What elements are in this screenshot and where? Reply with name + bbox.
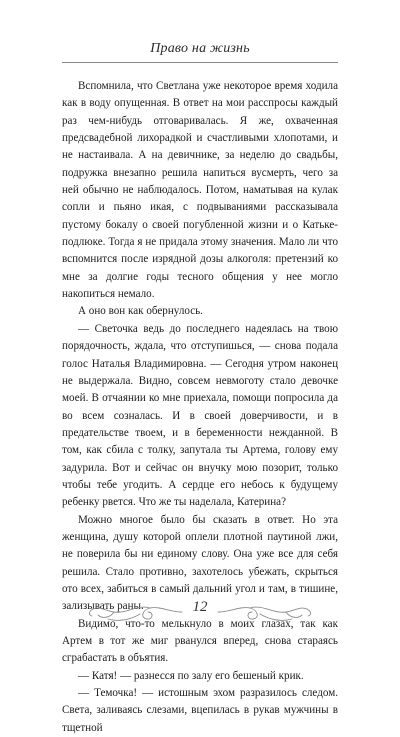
body-text [62,78,338,737]
paragraph: Вспомнила, что Светлана уже некоторое время ходила как в воду опущенная. В ответ на мои расспросы каждый раз чем-нибудь отговаривалась. Я же, охваченная предсвадебной лихорадкой и счастливыми хлопотами, и не настаивала. А на девичнике, за неделю до свадьбы, подружка внезапно решила напиться вусмерть, чего за ней обычно не наблюдалось. Потом, наматывая на кулак сопли и пьяно икая, с подвываниями рассказывала пустому бокалу о своей погубленной жизни и о Катьке-подлюке. Тогда я не придала этому значения. Мало ли что вспомнится после изрядной дозы алкоголя: претензий ко мне за долгие годы тесного общения у нее могло накопиться немало. [62,80,338,301]
paragraph: — Светочка ведь до последнего надеялась на твою порядочность, ждала, что отступишься, — снова подала голос Наталья Владимировна. — Сегодня утром наконец не выдержала. Видно, совсем невмоготу стало девочке моей. В отчаянии ко мне приехала, помощи попросила да во всем созналась. И в своей доверчивости, и в предательстве твоем, и в беременности нежданной. В том, как сбила с толку, запутала ты Артема, голову ему задурила. Вот и сейчас он внучку мою позорит, только чтобы тебе угодить. А сердце его небось к будущему ребенку рвется. Что же ты наделала, Катерина? [62,322,338,509]
paragraph: — Катя! — разнесся по залу его бешеный крик. [78,669,304,682]
paragraph: Можно многое было бы сказать в ответ. Но эта женщина, душу которой оплели плотной паутиной лжи, не поверила бы ни единому слову. Она уже все для себя решила. Стало противно, захотелось убежать, скрыться ото всех, забиться в самый дальний угол и там, в тишине, зализывать раны. [62,513,338,613]
paragraph: Видимо, что-то мелькнуло в моих глазах, так как Артем в тот же миг рванулся вперед, снова стараясь сграбастать в объятия. [62,617,338,665]
page-folio [0,592,400,632]
header-rule [62,62,338,63]
running-title: Право на жизнь [150,41,250,56]
paragraph: А оно вон как обернулось. [78,305,203,318]
page-number: 12 [192,599,208,615]
paragraph: — Темочка! — истошным эхом разразилось следом. Света, заливаясь слезами, вцепилась в рукав мужчины в тщетной [62,687,338,734]
